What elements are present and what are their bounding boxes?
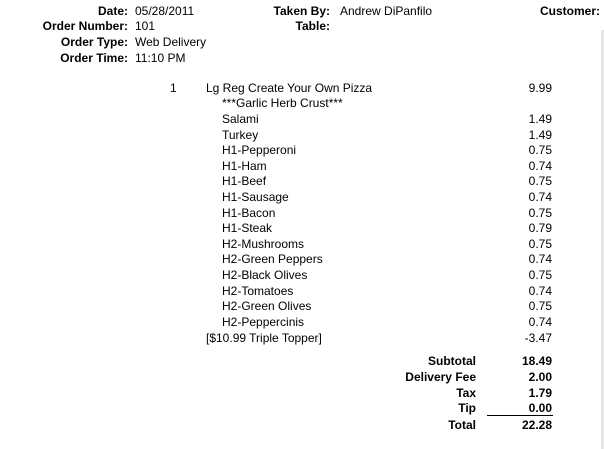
order-number-label: Order Number: xyxy=(42,19,128,33)
topping-row xyxy=(0,268,604,284)
delivery-fee-label: Delivery Fee xyxy=(405,370,476,384)
topping-price: 0.74 xyxy=(528,159,552,173)
order-number-value: 101 xyxy=(135,19,156,33)
topping-row xyxy=(0,221,604,237)
topping-price: 0.75 xyxy=(528,143,552,157)
topping-name: H2-Peppercinis xyxy=(222,315,305,329)
tip-value: 0.00 xyxy=(528,401,552,415)
topping-price: 0.75 xyxy=(528,299,552,313)
topping-row xyxy=(0,190,604,206)
tax-row xyxy=(0,386,604,402)
total-value: 22.28 xyxy=(521,418,552,432)
taken-by-label: Taken By: xyxy=(273,4,330,18)
topping-name: H1-Pepperoni xyxy=(222,143,297,157)
topping-row xyxy=(0,206,604,222)
topping-row xyxy=(0,128,604,144)
topping-name: H1-Ham xyxy=(222,159,267,173)
topping-name: H2-Green Peppers xyxy=(222,252,323,266)
topping-row xyxy=(0,143,604,159)
topping-name: H1-Steak xyxy=(222,221,273,235)
order-type-value: Web Delivery xyxy=(135,35,207,49)
topping-name: H2-Tomatoes xyxy=(222,284,294,298)
topping-price: 0.74 xyxy=(528,284,552,298)
customer-label: Customer: xyxy=(539,4,600,18)
topping-price: 0.75 xyxy=(528,268,552,282)
discount-price: -3.47 xyxy=(524,331,552,345)
date-value: 05/28/2011 xyxy=(135,4,195,18)
topping-row xyxy=(0,299,604,315)
item-name: Lg Reg Create Your Own Pizza xyxy=(206,81,373,95)
topping-price: 0.74 xyxy=(528,190,552,204)
delivery-fee-row xyxy=(0,370,604,386)
topping-price: 1.49 xyxy=(528,128,552,142)
delivery-fee-value: 2.00 xyxy=(528,370,552,384)
tax-value: 1.79 xyxy=(528,386,552,400)
topping-name: H1-Bacon xyxy=(222,206,276,220)
total-row xyxy=(0,418,604,434)
discount-name: [$10.99 Triple Topper] xyxy=(206,331,322,345)
topping-name: H2-Black Olives xyxy=(222,268,308,282)
topping-name: H2-Green Olives xyxy=(222,299,312,313)
subtotal-row xyxy=(0,354,604,370)
item-price: 9.99 xyxy=(528,81,552,95)
topping-price: 0.74 xyxy=(528,315,552,329)
topping-price: 0.75 xyxy=(528,174,552,188)
taken-by-value: Andrew DiPanfilo xyxy=(340,4,433,18)
date-label: Date: xyxy=(97,4,128,18)
topping-row xyxy=(0,174,604,190)
total-label: Total xyxy=(448,418,476,432)
discount-row xyxy=(0,331,604,347)
subtotal-value: 18.49 xyxy=(521,354,552,368)
topping-name: Turkey xyxy=(222,128,259,142)
table-label: Table: xyxy=(295,19,330,33)
order-item-row xyxy=(0,81,604,97)
topping-name: Salami xyxy=(222,112,259,126)
order-type-label: Order Type: xyxy=(60,35,128,49)
topping-price: 0.74 xyxy=(528,252,552,266)
topping-name: H1-Sausage xyxy=(222,190,289,204)
topping-row xyxy=(0,252,604,268)
topping-row xyxy=(0,237,604,253)
tip-label: Tip xyxy=(458,401,476,415)
item-quantity: 1 xyxy=(170,81,177,95)
tax-label: Tax xyxy=(456,386,476,400)
topping-price: 0.79 xyxy=(528,221,552,235)
order-time-value: 11:10 PM xyxy=(135,51,186,65)
total-divider xyxy=(487,415,553,416)
topping-name: H2-Mushrooms xyxy=(222,237,305,251)
topping-price: 1.49 xyxy=(528,112,552,126)
topping-row xyxy=(0,315,604,331)
topping-row xyxy=(0,159,604,175)
crust-note-row xyxy=(0,96,604,112)
subtotal-label: Subtotal xyxy=(428,354,476,368)
topping-price: 0.75 xyxy=(528,206,552,220)
crust-note: ***Garlic Herb Crust*** xyxy=(222,96,343,110)
topping-row xyxy=(0,112,604,128)
topping-price: 0.75 xyxy=(528,237,552,251)
topping-name: H1-Beef xyxy=(222,174,267,188)
topping-row xyxy=(0,284,604,300)
order-time-label: Order Time: xyxy=(60,51,128,65)
